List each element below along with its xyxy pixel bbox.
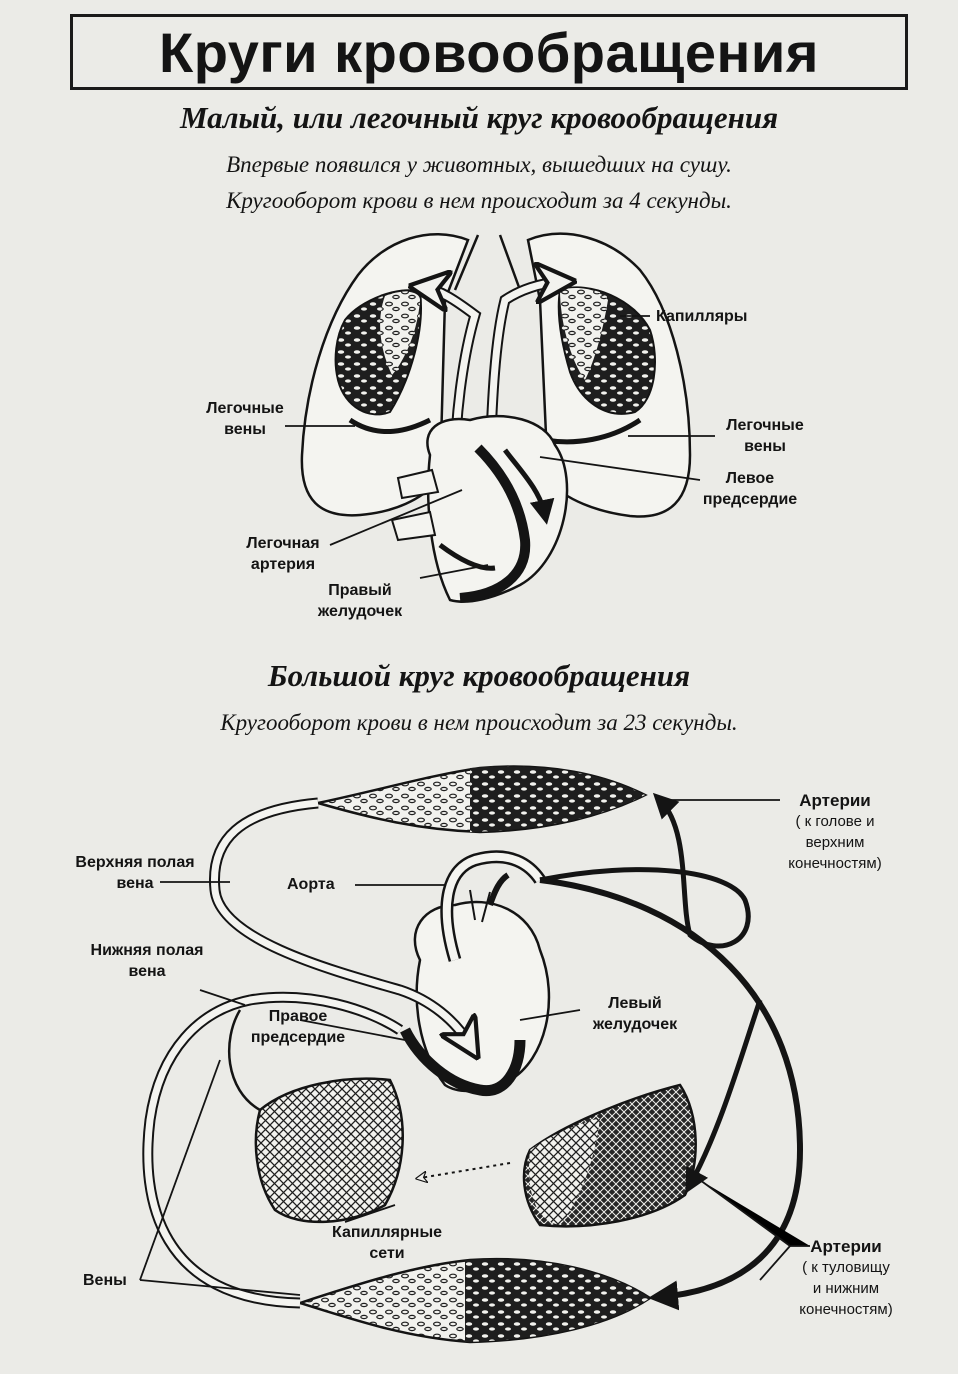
label-left-atrium-line1: Левое [725,470,775,487]
label-arteries-lower [776,1236,916,1320]
label-right-ventricle-line1: Правый [328,582,392,599]
label-inferior-vena-cava [62,940,232,982]
label-veins: Вены [83,1272,127,1289]
label-right-ventricle-line2: желудочек [317,603,403,620]
label-arteries-lower-note2: и нижним [812,1280,880,1297]
label-capillary-networks-line2: сети [369,1245,405,1262]
label-inferior-vena-cava-line2: вена [128,963,166,980]
pulmonary-note-1: Впервые появился у животных, вышедших на сушу. [226,152,732,177]
pulmonary-note-2: Кругооборот крови в нем происходит за 4 секунды. [226,188,732,213]
label-arteries-upper-title: Артерии [799,791,871,810]
label-inferior-vena-cava-line1: Нижняя полая [90,942,204,959]
label-right-atrium-line1: Правое [268,1008,328,1025]
label-pulmonary-veins-right-line2: вены [744,438,786,455]
label-arteries-upper [770,790,900,874]
label-left-atrium [695,468,805,510]
label-pulmonary-veins-right [715,415,815,457]
label-aorta: Аорта [287,876,335,893]
label-capillary-networks [312,1222,462,1264]
label-left-ventricle-line2: желудочек [592,1016,678,1033]
label-pulmonary-artery-line2: артерия [250,556,316,573]
capillary-network-left [256,1079,403,1222]
page-title: Круги кровообращения [70,14,908,90]
systemic-diagram [140,767,810,1342]
pulmonary-diagram [285,234,715,602]
label-capillary-networks-line1: Капиллярные [331,1224,443,1241]
label-right-ventricle [300,580,420,622]
label-arteries-lower-title: Артерии [810,1237,882,1256]
label-pulmonary-artery-line1: Легочная [246,535,320,552]
heart [427,416,567,601]
label-pulmonary-artery [228,533,338,575]
pulmonary-heading: Малый, или легочный круг кровообращения [179,100,779,135]
systemic-note: Кругооборот крови в нем происходит за 23 секунды. [220,710,738,735]
label-right-atrium-line2: предсердие [250,1029,346,1046]
label-left-ventricle-line1: Левый [608,995,662,1012]
systemic-heading: Большой круг кровообращения [267,658,691,693]
label-pulmonary-veins-right-line1: Легочные [726,417,804,434]
label-superior-vena-cava [50,852,220,894]
label-arteries-upper-note2: верхним [805,834,865,851]
label-pulmonary-veins-left-line2: вены [224,421,266,438]
label-pulmonary-veins-left [195,398,295,440]
label-arteries-lower-note3: конечностям) [799,1301,893,1318]
label-superior-vena-cava-line2: вена [116,875,154,892]
label-arteries-upper-note3: конечностям) [788,855,882,872]
label-left-atrium-line2: предсердие [702,491,798,508]
label-superior-vena-cava-line1: Верхняя полая [75,854,195,871]
label-right-atrium [228,1006,368,1048]
label-left-ventricle [575,993,695,1035]
label-capillaries: Капилляры [656,308,748,325]
label-arteries-upper-note1: ( к голове и [795,813,875,830]
label-arteries-lower-note1: ( к туловищу [802,1259,890,1276]
label-pulmonary-veins-left-line1: Легочные [206,400,284,417]
